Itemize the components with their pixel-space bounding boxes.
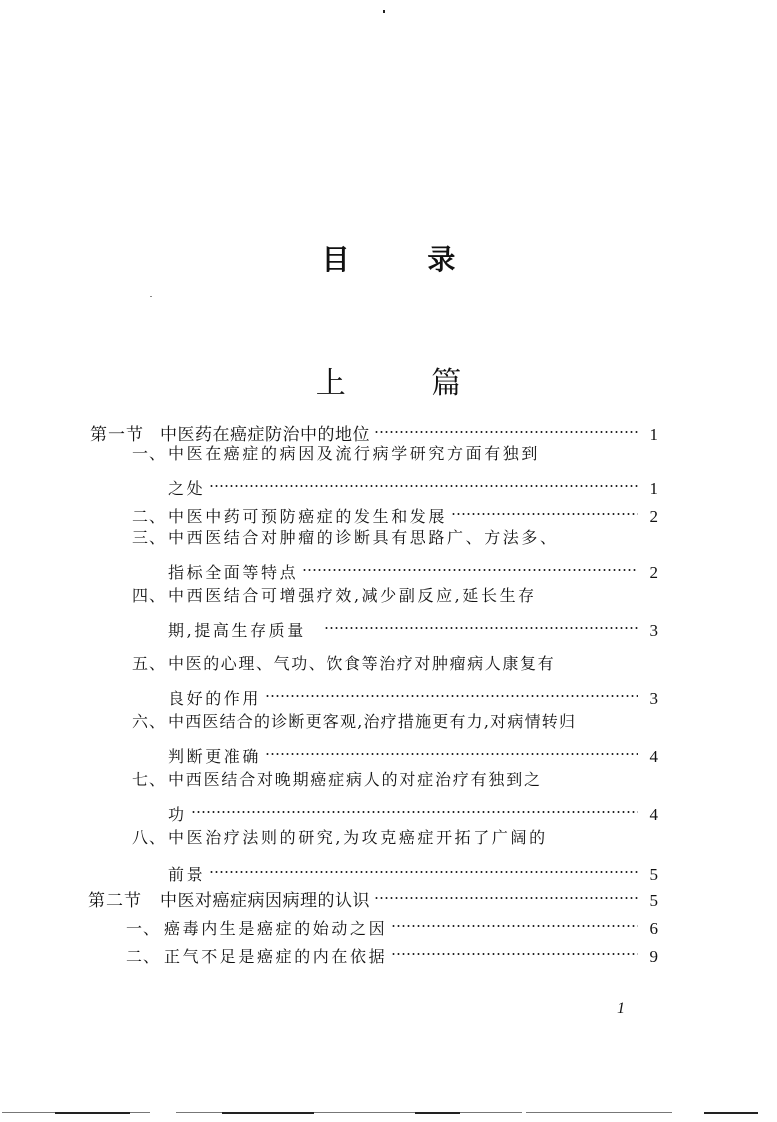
toc-text: 中医药在癌症防治中的地位 bbox=[160, 425, 370, 445]
scan-edge-line bbox=[415, 1112, 460, 1114]
leader-dots bbox=[191, 796, 638, 820]
toc-text: 中西医结合可增强疗效,减少副反应,延长生存 bbox=[168, 586, 537, 605]
toc-entry[interactable] bbox=[126, 938, 658, 966]
toc-entry-continuation[interactable] bbox=[168, 612, 658, 640]
toc-page: 4 bbox=[649, 747, 658, 766]
page-number: 1 bbox=[617, 1000, 625, 1017]
leader-dots bbox=[265, 680, 638, 704]
leader-dots bbox=[265, 738, 638, 762]
scan-edge-line bbox=[55, 1112, 130, 1114]
toc-entry-continuation[interactable] bbox=[168, 680, 658, 708]
leader-dots bbox=[209, 856, 638, 880]
leader-dots bbox=[324, 612, 638, 636]
toc-page: 5 bbox=[649, 891, 658, 910]
toc-text: 正气不足是癌症的内在依据 bbox=[164, 947, 388, 966]
toc-number: 七、 bbox=[132, 770, 167, 789]
title-char-1: 目 bbox=[321, 243, 350, 276]
toc-text: 中西医结合对晚期癌症病人的对症治疗有独到之 bbox=[168, 770, 542, 789]
scan-speck bbox=[150, 296, 152, 297]
toc-entry[interactable] bbox=[132, 584, 658, 608]
toc-entry[interactable] bbox=[132, 652, 658, 676]
toc-number: 六、 bbox=[132, 712, 167, 731]
toc-text: 前景 bbox=[168, 865, 206, 884]
toc-text: 中医在癌症的病因及流行病学研究方面有独到 bbox=[168, 444, 541, 463]
toc-text: 功 bbox=[168, 805, 187, 824]
toc-entry[interactable] bbox=[132, 442, 658, 466]
toc-number: 一、 bbox=[126, 919, 161, 938]
toc-entry[interactable] bbox=[132, 768, 658, 792]
toc-text: 中西医结合对肿瘤的诊断具有思路广、方法多、 bbox=[168, 528, 559, 547]
toc-page: 3 bbox=[649, 621, 658, 640]
toc-entry-continuation[interactable] bbox=[168, 738, 658, 766]
toc-entry-continuation[interactable] bbox=[168, 470, 658, 498]
toc-page: 5 bbox=[649, 865, 658, 884]
scan-speck bbox=[383, 10, 385, 13]
toc-entry[interactable] bbox=[132, 826, 658, 850]
leader-dots bbox=[391, 910, 638, 934]
toc-text: 判断更准确 bbox=[168, 747, 262, 766]
scan-edge-line bbox=[526, 1112, 672, 1113]
toc-number: 二、 bbox=[126, 947, 161, 966]
toc-page: 2 bbox=[649, 507, 658, 526]
toc-entry[interactable] bbox=[132, 526, 658, 550]
leader-dots bbox=[451, 498, 638, 522]
toc-text: 中医对癌症病因病理的认识 bbox=[160, 891, 370, 911]
toc-number: 四、 bbox=[132, 586, 167, 605]
page-title bbox=[0, 238, 777, 278]
toc-entry[interactable] bbox=[132, 710, 672, 734]
scan-edge-line bbox=[222, 1112, 314, 1114]
scan-edge-line bbox=[704, 1112, 758, 1114]
toc-entry-continuation[interactable] bbox=[168, 796, 658, 824]
leader-dots bbox=[374, 882, 638, 906]
toc-text: 中医的心理、气功、饮食等治疗对肿瘤病人康复有 bbox=[168, 654, 556, 673]
toc-entry[interactable] bbox=[88, 882, 658, 911]
toc-number: 一、 bbox=[132, 444, 167, 463]
title-char-2: 录 bbox=[427, 243, 456, 276]
toc-text: 良好的作用 bbox=[168, 689, 262, 708]
part-heading bbox=[0, 358, 777, 402]
toc-entry[interactable] bbox=[90, 416, 658, 445]
toc-entry[interactable] bbox=[132, 498, 658, 526]
leader-dots bbox=[302, 554, 638, 578]
part-char-1: 上 bbox=[315, 366, 346, 401]
leader-dots bbox=[391, 938, 638, 962]
toc-number: 第二节 bbox=[88, 891, 142, 911]
toc-text: 中医中药可预防癌症的发生和发展 bbox=[168, 507, 448, 526]
toc-entry-continuation[interactable] bbox=[168, 856, 658, 884]
toc-text: 中西医结合的诊断更客观,治疗措施更有力,对病情转归 bbox=[168, 712, 577, 731]
toc-entry[interactable] bbox=[126, 910, 658, 938]
toc-page: 4 bbox=[649, 805, 658, 824]
toc-text: 指标全面等特点 bbox=[168, 563, 299, 582]
toc-page: 3 bbox=[649, 689, 658, 708]
toc-text: 之处 bbox=[168, 479, 206, 498]
toc-text: 中医治疗法则的研究,为攻克癌症开拓了广阔的 bbox=[168, 828, 548, 847]
toc-page: 1 bbox=[649, 425, 658, 444]
leader-dots bbox=[209, 470, 638, 494]
part-char-2: 篇 bbox=[431, 366, 462, 401]
toc-number: 第一节 bbox=[90, 425, 144, 445]
toc-number: 三、 bbox=[132, 528, 167, 547]
toc-page: 9 bbox=[649, 947, 658, 966]
toc-text: 癌毒内生是癌症的始动之因 bbox=[164, 919, 388, 938]
toc-page: 2 bbox=[649, 563, 658, 582]
leader-dots bbox=[374, 416, 638, 440]
toc-number: 二、 bbox=[132, 507, 167, 526]
toc-entry-continuation[interactable] bbox=[168, 554, 658, 582]
toc-number: 八、 bbox=[132, 828, 167, 847]
toc-text: 期,提高生存质量 bbox=[168, 621, 306, 640]
toc-page: 1 bbox=[649, 479, 658, 498]
toc-number: 五、 bbox=[132, 654, 167, 673]
toc-page: 6 bbox=[649, 919, 658, 938]
